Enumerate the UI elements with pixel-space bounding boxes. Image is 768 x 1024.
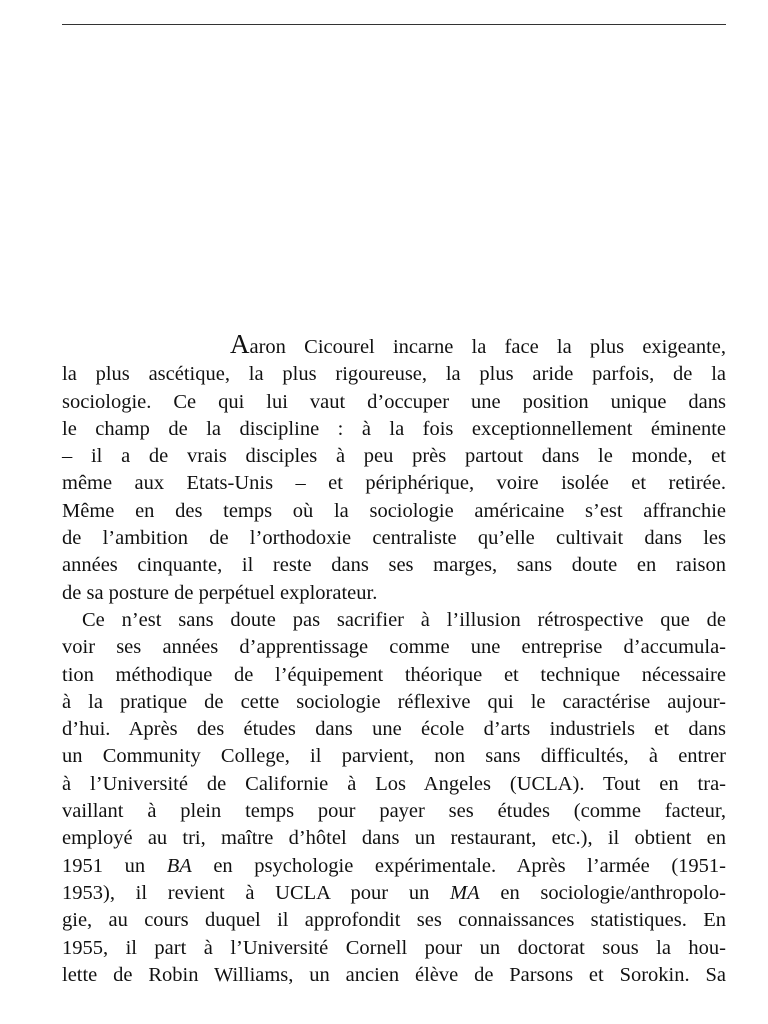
paragraph-2-line-3: tion méthodique de l’équipement théorique et technique nécessaire <box>62 663 726 686</box>
paragraph-1-line-8: de l’ambition de l’orthodoxie centraliste qu’elle cultivait dans les <box>62 527 726 550</box>
paragraph-2-line-8: vaillant à plein temps pour payer ses études (comme facteur, <box>62 800 726 823</box>
paragraph-1-line-5: – il a de vrais disciples à peu près partout dans le monde, et <box>62 445 726 468</box>
drop-cap: A <box>230 329 250 359</box>
paragraph-1-line-7: Même en des temps où la sociologie américaine s’est affranchie <box>62 499 726 522</box>
paragraph-2-line-5: d’hui. Après des études dans une école d’arts industriels et dans <box>62 718 726 741</box>
paragraph-2-line-11: 1953), il revient à UCLA pour un MA en sociologie/anthropolo- <box>62 881 726 904</box>
degree-ma: MA <box>450 881 480 904</box>
paragraph-1-line-6: même aux Etats-Unis – et périphérique, voire isolée et retirée. <box>62 472 726 495</box>
paragraph-1-line-4: le champ de la discipline : à la fois exceptionnellement éminente <box>62 417 726 440</box>
paragraph-2-line-2: voir ses années d’apprentissage comme une entreprise d’accumula- <box>62 636 726 659</box>
paragraph-1-line-3: sociologie. Ce qui lui vaut d’occuper une position unique dans <box>62 390 726 413</box>
paragraph-1-line-9: années cinquante, il reste dans ses marges, sans doute en raison <box>62 554 726 577</box>
paragraph-2-line-6: un Community College, il parvient, non sans difficultés, à entrer <box>62 745 726 768</box>
paragraph-2-line-9: employé au tri, maître d’hôtel dans un restaurant, etc.), il obtient en <box>62 827 726 850</box>
paragraph-2-line-4: à la pratique de cette sociologie réflexive qui le caractérise aujour- <box>62 690 726 713</box>
paragraph-2-line-7: à l’Université de Californie à Los Angeles (UCLA). Tout en tra- <box>62 772 726 795</box>
body-text <box>62 329 726 989</box>
degree-ba: BA <box>166 854 192 877</box>
paragraph-2-line-14: lette de Robin Williams, un ancien élève de Parsons et Sorokin. Sa <box>62 963 726 986</box>
paragraph-1-line-2: la plus ascétique, la plus rigoureuse, la plus aride parfois, de la <box>62 363 726 386</box>
paragraph-1-line-1: Aaron Cicourel incarne la face la plus exigeante, <box>230 329 726 359</box>
paragraph-1-line-10: de sa posture de perpétuel explorateur. <box>62 581 378 604</box>
paragraph-2-line-13: 1955, il part à l’Université Cornell pour un doctorat sous la hou- <box>62 936 726 959</box>
paragraph-2-line-12: gie, au cours duquel il approfondit ses connaissances statistiques. En <box>62 909 726 932</box>
paragraph-2-line-10: 1951 un BA en psychologie expérimentale. Après l’armée (1951- <box>62 854 726 877</box>
paragraph-2-line-1: Ce n’est sans doute pas sacrifier à l’illusion rétrospective que de <box>82 608 726 631</box>
header-rule <box>62 24 726 25</box>
